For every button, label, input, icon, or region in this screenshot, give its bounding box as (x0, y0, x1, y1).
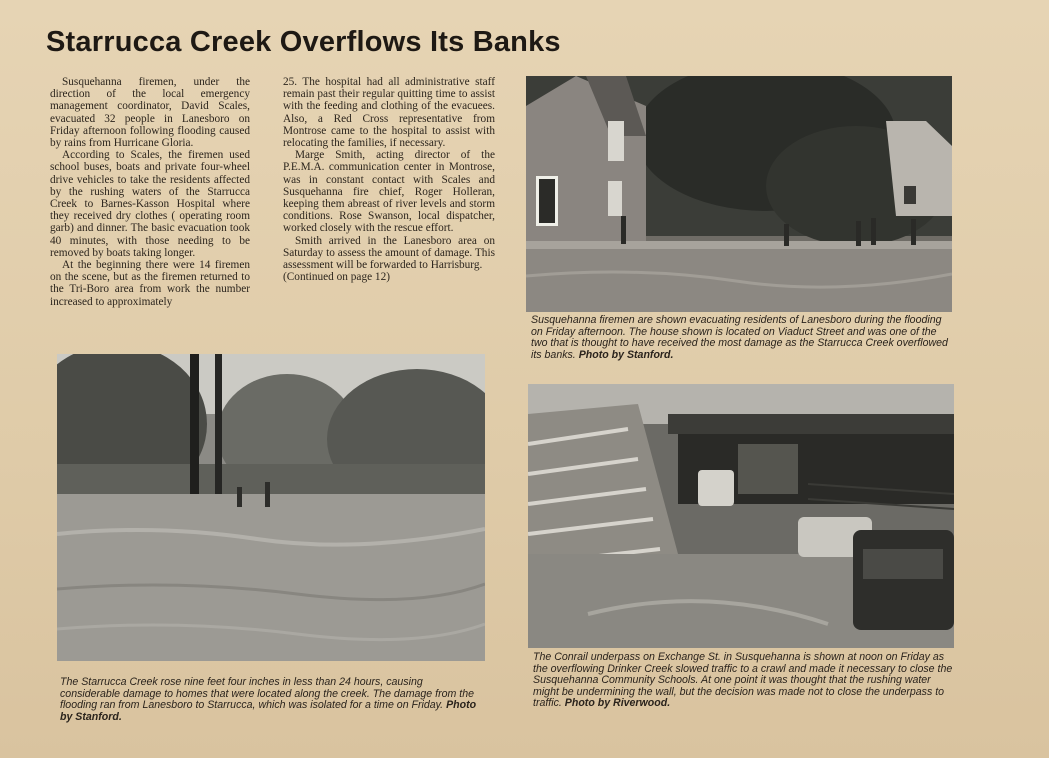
photo-caption-1 (531, 315, 953, 361)
photo-flooded-creek-area (57, 354, 485, 661)
photo-flooded-creek-image (57, 354, 485, 661)
article-paragraph: According to Scales, the firemen used school buses, boats and private four-wheel drive vehicles to take the residents affected by the rushing waters of the Starrucca Creek to Barnes-Kasson Hospital where they received dry clothes ( operating room garb) and dinner. The basic evacuation took 40 minutes, with those needing to be removed by boats taking longer. (50, 149, 250, 259)
article-column-1 (50, 76, 250, 308)
photo-evacuation-image (526, 76, 952, 312)
article-paragraph: Susquehanna firemen, under the direction of the local emergency management coordinator, David Scales, evacuated 32 people in Lanesboro on Friday afternoon following flooding caused by rains from Hurricane Gloria. (50, 76, 250, 150)
article-column-2 (283, 76, 495, 283)
caption-text: The Starrucca Creek rose nine feet four inches in less than 24 hours, causing considerable damage to homes that were located along the creek. The damage from the flooding ran from Lanesboro to Starrucca, which was isolated for a time on Friday. (60, 676, 474, 712)
photo-caption-3 (533, 652, 955, 710)
photo-conrail-underpass (528, 384, 954, 648)
caption-text: The Conrail underpass on Exchange St. in Susquehanna is shown at noon on Friday as the overflowing Drinker Creek slowed traffic to a crawl and made it necessary to close the Susquehanna Community Schools. At one point it was thought that the rushing water might be undermining the wall, but the decision was made not to close the underpass to traffic. (533, 651, 953, 710)
continued-notice: (Continued on page 12) (283, 271, 390, 284)
photo-credit: Photo by Riverwood. (564, 697, 671, 710)
article-paragraph: At the beginning there were 14 firemen on the scene, but as the firemen returned to the Tri-Boro area from work the number increased to approximately (50, 259, 250, 308)
photo-caption-2 (60, 677, 480, 723)
article-paragraph: 25. The hospital had all administrative staff remain past their regular quitting time to assist with the feeding and clothing of the evacuees. Also, a Red Cross representative from Montrose came to the hospital to assist with relocating the families, if necessary. (283, 76, 495, 150)
photo-underpass-image (528, 384, 954, 648)
article-paragraph: Smith arrived in the Lanesboro area on Saturday to assess the amount of damage. This assessment will be forwarded to Harrisburg. (283, 234, 495, 272)
headline: Starrucca Creek Overflows Its Banks (46, 26, 561, 58)
photo-evacuation-viaduct-street (526, 76, 952, 312)
article-paragraph: Marge Smith, acting director of the P.E.M.A. communication center in Montrose, was in constant contact with Scales and Susquehanna fire chief, Roger Holleran, keeping them abreast of river levels and storm conditions. Rose Swanson, local dispatcher, worked closely with the rescue effort. (283, 149, 495, 235)
photo-credit: Photo by Stanford. (60, 699, 477, 723)
caption-text: Susquehanna firemen are shown evacuating residents of Lanesboro during the flooding on Friday afternoon. The house shown is located on Viaduct Street and was one of the two that is thought to have received the most damage as the Starrucca Creek overflowed its banks. (531, 314, 948, 361)
photo-credit: Photo by Stanford. (578, 348, 674, 361)
